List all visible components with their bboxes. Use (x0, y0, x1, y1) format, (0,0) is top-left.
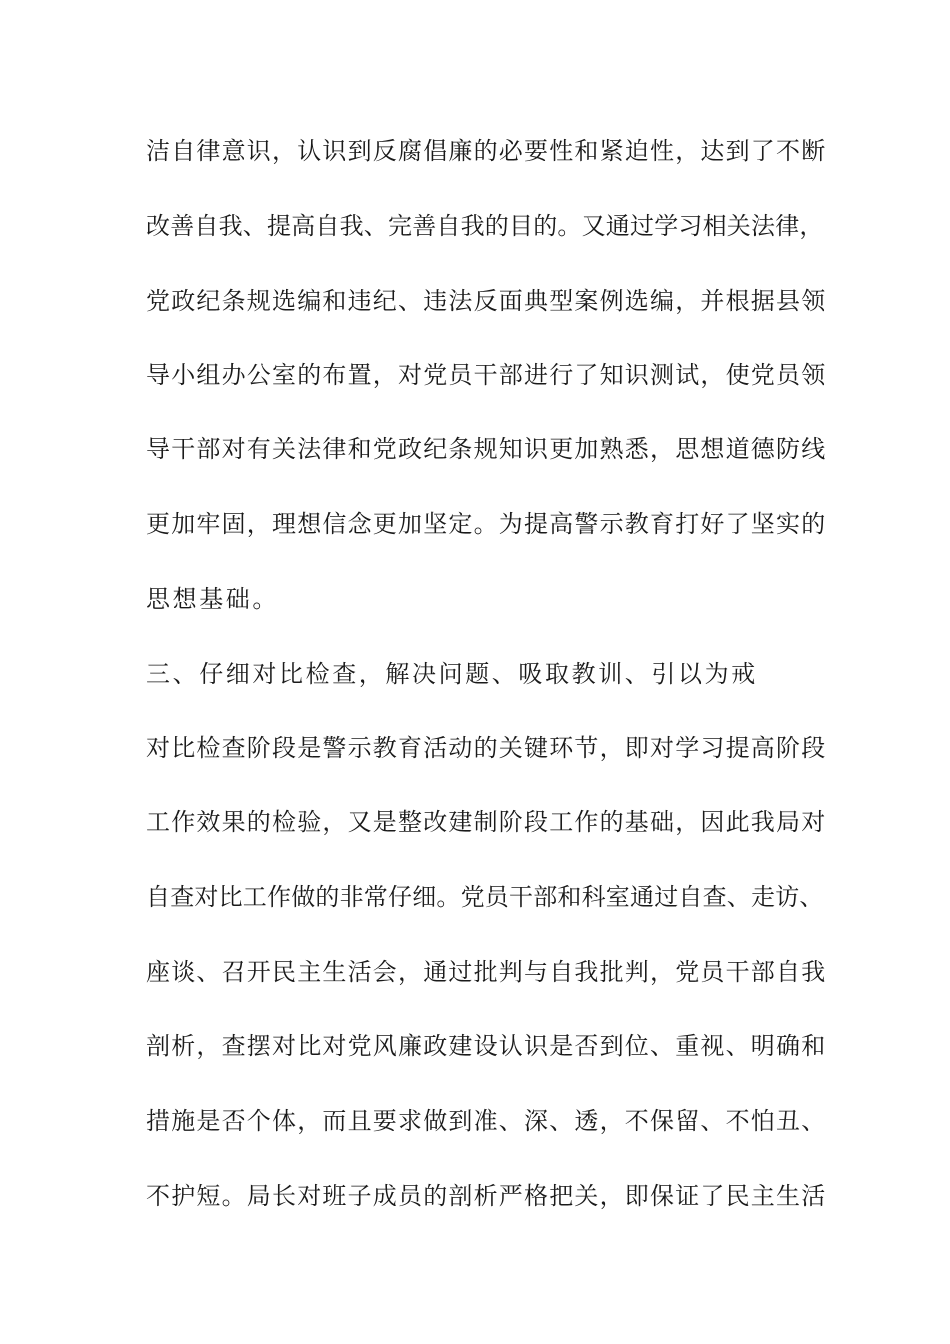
paragraph-line: 导干部对有关法律和党政纪条规知识更加熟悉，思想道德防线 (146, 435, 827, 463)
section-heading: 三、仔细对比检查，解决问题、吸取教训、引以为戒 (146, 660, 758, 688)
paragraph-line: 自查对比工作做的非常仔细。党员干部和科室通过自查、走访、 (146, 883, 824, 911)
paragraph-line: 更加牢固，理想信念更加坚定。为提高警示教育打好了坚实的 (146, 510, 827, 538)
paragraph-line: 座谈、召开民主生活会，通过批判与自我批判，党员干部自我 (146, 958, 827, 986)
paragraph-line: 思想基础。 (146, 585, 279, 613)
paragraph-line: 措施是否个体，而且要求做到准、深、透，不保留、不怕丑、 (146, 1107, 827, 1135)
paragraph-line: 改善自我、提高自我、完善自我的目的。又通过学习相关法律， (146, 212, 824, 240)
paragraph-line: 党政纪条规选编和违纪、违法反面典型案例选编，并根据县领 (146, 287, 827, 315)
paragraph-line: 工作效果的检验，又是整改建制阶段工作的基础，因此我局对 (146, 808, 827, 836)
paragraph-line: 不护短。局长对班子成员的剖析严格把关，即保证了民主生活 (146, 1182, 827, 1210)
paragraph-line: 对比检查阶段是警示教育活动的关键环节，即对学习提高阶段 (146, 734, 827, 762)
paragraph-line: 导小组办公室的布置，对党员干部进行了知识测试，使党员领 (146, 361, 827, 389)
paragraph-line: 剖析，查摆对比对党风廉政建设认识是否到位、重视、明确和 (146, 1032, 827, 1060)
paragraph-line: 洁自律意识，认识到反腐倡廉的必要性和紧迫性，达到了不断 (146, 137, 827, 165)
